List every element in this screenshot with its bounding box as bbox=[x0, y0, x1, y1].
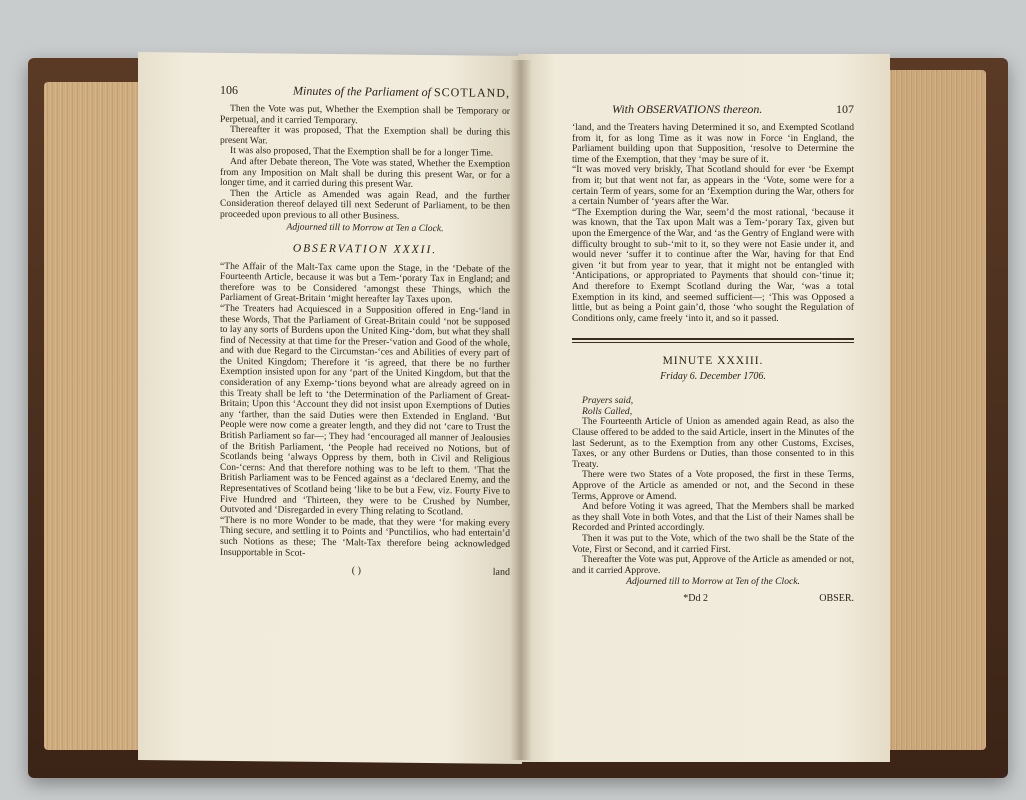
paragraph: There were two States of a Vote proposed, the first in these Terms, Approve of the Article as amended or not, and the Second in these Terms, Approve or Amend. bbox=[572, 469, 854, 502]
paragraph: ‘land, and the Treaters having Determined it so, and Exempted Scotland from it, for as long Time as it was now in Force ‘in England, the Parliament building upon that Supposition, ‘resolve to Determine the time of the Exemption, that they ‘may be sure of it. bbox=[572, 122, 854, 165]
left-page-footer bbox=[220, 564, 510, 578]
double-rule-bottom bbox=[572, 342, 854, 343]
paragraph: It was also proposed, That the Exemption shall be for a longer Time. bbox=[230, 145, 494, 160]
right-running-head bbox=[572, 102, 854, 117]
left-page-text bbox=[220, 83, 510, 578]
paragraph: “The Affair of the Malt-Tax came upon the Stage, in the ‘Debate of the Fourteenth Article, because it was but a Tem-‘porary Tax in England; and therefore was to be Considered ‘amongst these Things, which the Parliament of Great-Britain ‘might hereafter lay Taxes upon. bbox=[220, 260, 510, 306]
page-edges-right bbox=[886, 70, 986, 750]
right-page bbox=[518, 54, 890, 762]
signature-mark: ( ) bbox=[351, 565, 361, 577]
left-running-title-text: Minutes of the Parliament of bbox=[293, 83, 431, 100]
right-page-footer bbox=[572, 593, 854, 604]
paragraph: Then the Article as Amended was again Read, and the further Consideration thereof delayed till next Sederunt of Parliament, to be then proceeded upon previous to all other Business. bbox=[220, 187, 510, 222]
paragraph: And before Voting it was agreed, That the Members shall be marked as they shall Vote in both Votes, and that the List of their Names shall be Recorded and Printed accordingly. bbox=[572, 501, 854, 534]
left-running-head bbox=[220, 83, 510, 101]
paragraph: “It was moved very briskly, That Scotland should for ever ‘be Exempt from it; but that went not far, as appears in the ‘Vote, some were for a certain Term of years, some for an ‘Exemption during the War, others for a certain Number of ‘years after the War. bbox=[572, 164, 854, 208]
paragraph: Thereafter it was proposed, That the Exemption shall be during this present War. bbox=[220, 124, 510, 147]
left-page-number: 106 bbox=[220, 82, 238, 98]
observation-body bbox=[220, 261, 510, 561]
left-running-title bbox=[293, 84, 510, 101]
left-page bbox=[138, 52, 522, 764]
paragraph: The Fourteenth Article of Union as amended again Read, as also the Clause offered to be added to the said Article, insert in the Minutes of the last Sederunt, as to the Exemption from any other Customs, Excises, Taxes, or any other Burdens or Duties, than those consented to in this Treaty. bbox=[572, 416, 854, 470]
right-running-title: With OBSERVATIONS thereon. bbox=[612, 102, 763, 116]
page-edges-left bbox=[44, 82, 140, 750]
rolls-line: Rolls Called, bbox=[582, 405, 633, 417]
paragraph: Then the Vote was put, Whether the Exemption shall be Temporary or Perpetual, and it carried Temporary. bbox=[220, 102, 510, 126]
paragraph: Thereafter the Vote was put, Approve of the Article as amended or not, and it carried Approve. bbox=[572, 554, 854, 576]
prayers-line: Prayers said, bbox=[582, 395, 634, 407]
paragraph: Then it was put to the Vote, which of the two shall be the State of the Vote, First or Second, and it carried First. bbox=[572, 533, 854, 555]
adjourned-line: Adjourned till to Morrow at Ten a Clock. bbox=[286, 221, 444, 234]
catchword: land bbox=[492, 566, 510, 579]
paragraph: “The Exemption during the War, seem’d the most rational, ‘because it was known, that the Tax upon Malt was a Tem-‘porary Tax, given but upon the Emergence of the War, and ‘as the Gentry of England were with difficulty brought to sub-‘mit to it, so they were not Easie under it, and would never ‘suffer it to continue after the War, having for that End given ‘it but from year to year, that it might not be entangled with ‘Anticipations, or appropriated to Payments that should con-‘tinue it; And therefore to Exempt Scotland during the War, ‘was a total Exemption in its kind, and seemed sufficient—; ‘This was Opposed a little, but as being a Point gain’d, those ‘who sought the Regulation of Conditions only, came freely ‘into it, and so it passed. bbox=[572, 206, 854, 324]
minute-date: Friday 6. December 1706. bbox=[660, 371, 766, 383]
minute-heading: MINUTE XXXIII. bbox=[662, 355, 764, 368]
right-page-text bbox=[572, 102, 854, 604]
adjourned-line: Adjourned till to Morrow at Ten of the Clock. bbox=[626, 576, 800, 588]
book-gutter bbox=[510, 60, 532, 760]
observation-heading: OBSERVATION XXXII. bbox=[292, 242, 438, 256]
right-page-number: 107 bbox=[836, 102, 854, 116]
paragraph: And after Debate thereon, The Vote was stated, Whether the Exemption from any Imposition on Malt shall be during this present War, or for a longer time, and it carried during this present War. bbox=[220, 155, 510, 191]
paragraph: “There is no more Wonder to be made, that they were ‘for making every Thing secure, and settling it to Points and ‘Punctilios, who had entertain’d such Notions as these; The ‘Malt-Tax therefore being acknowledged Insupportable in Scot- bbox=[220, 514, 510, 559]
signature-mark: *Dd 2 bbox=[683, 593, 708, 605]
paragraph: “The Treaters had Acquiesced in a Supposition offered in Eng-‘land in these Words, That the Parliament of Great-Britain could ‘not be supposed to lay any sorts of Burdens upon the United King-‘dom, but what they shall find of Necessity at that time for the Preser-‘vation and Good of the whole, and with due Regard to the Circumstan-‘ces and Abilities of every part of the United Kingdom; Therefore it ‘is agreed, that there be no further Exemption insisted upon for any ‘part of the United Kingdom, but that the consideration of any Exemp-‘tions beyond what are already agreed on in this Treaty shall be left to ‘the Determination of the Parliament of Great-Britain; Upon this ‘Account they did not insist upon Exemptions of Duties any ‘farther, than the said Duties were then Extended in England. ‘But People were now come a greater length, and they did not ‘care to Trust the British Parliament so far—; They had ‘encouraged all manner of Jealousies of the British Parliament, ‘the People had received no Notions, but of Scotlands being ‘always Oppress by them, both in Civil and Religious Con-‘cerns: And that therefore nothing was to be left to them. ‘That the British Parliament was to be Fenced against as a ‘declared Enemy, and the Representatives of Scotland being ‘like to be but a Few, viz. Fourty Five to Five Hundred and ‘Thirteen, they were to be Crushed by Number, Outvoted and ‘Disregarded in every Thing relating to Scotland. bbox=[220, 302, 510, 518]
double-rule-top bbox=[572, 338, 854, 340]
left-running-title-caps: SCOTLAND, bbox=[433, 85, 510, 100]
catchword: OBSER. bbox=[819, 593, 854, 605]
